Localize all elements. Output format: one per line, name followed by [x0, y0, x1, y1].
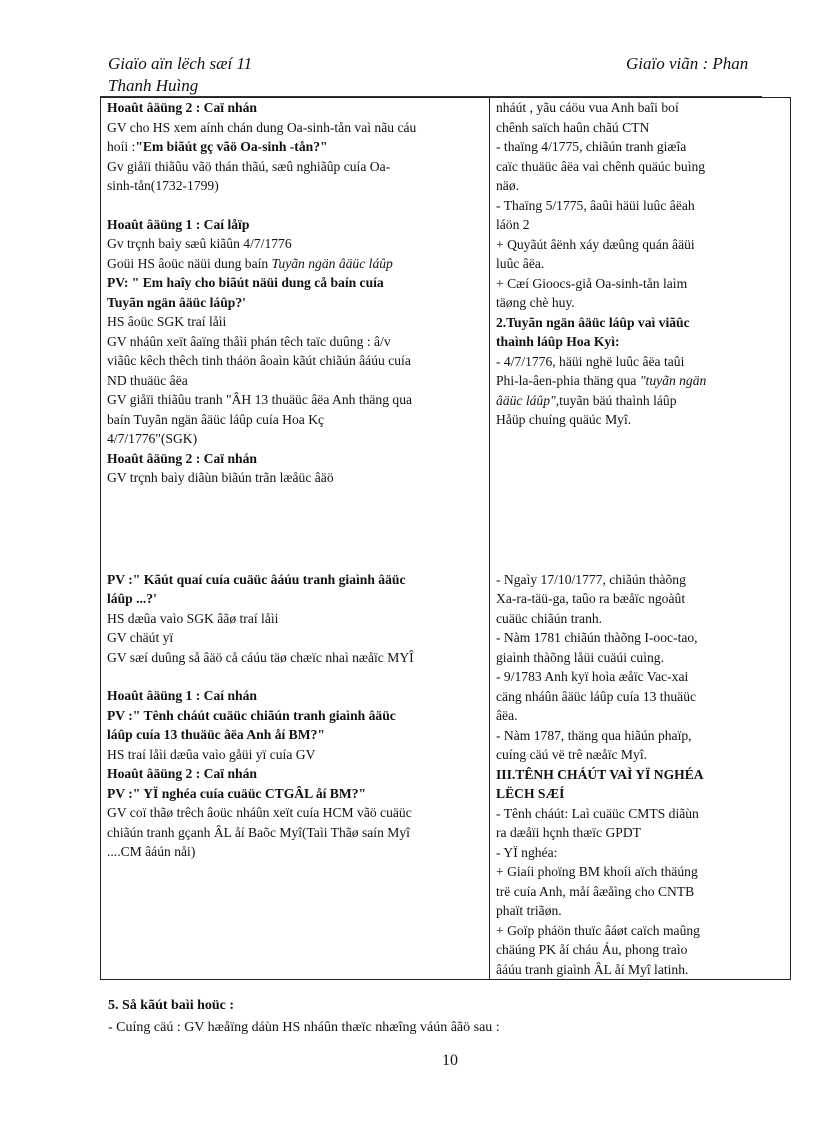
right-line: Håüp chuíng quäúc Myî. — [496, 412, 632, 427]
right-column-content — [496, 98, 786, 979]
right-line: cäng nháûn âäüc láûp cuía 13 thuäüc — [496, 688, 697, 704]
right-line: Phi-la-âen-phia thäng qua "tuyãn ngän — [496, 373, 707, 388]
left-line: GV sæí duûng så âäö cå cáúu täø chæïc nhaì næåïc MYÎ — [107, 649, 414, 665]
right-line: caïc thuäüc âëa vaì chênh quäúc buìng — [496, 158, 706, 174]
left-line: 4/7/1776"(SGK) — [107, 431, 198, 446]
right-line: luûc âëa. — [496, 256, 545, 271]
left-line: PV :" Tênh cháút cuäüc chiãún tranh giaình âäüc — [107, 707, 396, 723]
left-line: GV cho HS xem aính chán dung Oa-sinh-tån vaì nãu cáu — [107, 119, 417, 135]
left-line: GV giåïi thiãûu tranh "ÂH 13 thuäüc âëa Anh thäng qua — [107, 392, 413, 407]
left-line: HS traí låìi dæûa vaìo gåüi yï cuía GV — [107, 746, 316, 762]
left-line: Hoaût âäüng 2 : Caï nhán — [107, 100, 257, 115]
right-line: âáúu tranh giaình ÂL åí Myî latinh. — [496, 961, 689, 977]
right-line: LËCH SÆÍ — [496, 786, 565, 801]
right-line: + Goïp pháön thuïc âáøt caïch maûng — [496, 922, 700, 938]
summary-heading: 5. Så kãút baìi hoüc : — [108, 998, 235, 1013]
right-line: - Tênh cháút: Laì cuäüc CMTS diãùn — [496, 805, 699, 821]
spacer — [107, 488, 485, 570]
left-line: HS dæûa vaìo SGK âãø traí låìi — [107, 610, 279, 626]
left-line: PV: " Em haîy cho biãút näüi dung cå baín cuía — [107, 275, 384, 290]
right-line: giaình thàõng låüi cuäúi cuìng. — [496, 649, 664, 665]
spacer — [107, 667, 485, 686]
summary-text: - Cuíng cäú : GV hæåïng dáùn HS nháûn thæïc nhæîng váún âãö sau : — [108, 1020, 500, 1035]
right-line: âëa. — [496, 708, 518, 723]
left-line: Hoaût âäüng 1 : Caí nhán — [107, 688, 257, 703]
right-line: nháút , yãu cáöu vua Anh baîi boí — [496, 100, 679, 115]
right-line: täøng chè huy. — [496, 295, 575, 310]
right-line: - YÏ nghéa: — [496, 844, 558, 860]
left-line: GV chäút yï — [107, 630, 174, 645]
right-line: thaình láûp Hoa Kyì: — [496, 334, 620, 349]
right-line: + Giaíi phoïng BM khoíi aïch thäúng — [496, 864, 698, 879]
left-line: PV :" Kãút quaí cuía cuäüc âáúu tranh giaình âäüc — [107, 571, 406, 587]
right-line: Xa-ra-täü-ga, taûo ra bæåïc ngoàût — [496, 591, 686, 606]
left-line: GV coï thãø trêch âoüc nháûn xeït cuía HCM vãö cuäüc — [107, 805, 412, 820]
teacher-activities-column — [101, 98, 490, 980]
left-line: HS âoüc SGK traí låìi — [107, 314, 227, 329]
page-number: 10 — [442, 1052, 458, 1069]
spacer — [107, 196, 485, 215]
left-line: sinh-tån(1732-1799) — [107, 178, 219, 193]
left-line: Goüi HS âoüc näüi dung baín Tuyãn ngän âäüc láûp — [107, 255, 393, 271]
left-line: Tuyãn ngän âäüc láûp?' — [107, 294, 246, 310]
left-line: láûp ...?' — [107, 591, 157, 606]
right-line: - 4/7/1776, häüi nghë luûc âëa taûi — [496, 353, 685, 369]
left-line: GV trçnh baìy diãùn biãún trãn læåüc âäö — [107, 470, 334, 485]
right-line: + Quyãút âënh xáy dæûng quán âäüi — [496, 236, 695, 252]
left-line: Hoaût âäüng 2 : Caï nhán — [107, 450, 257, 466]
right-line: ra dæåïi hçnh thæïc GPDT — [496, 825, 641, 840]
header-teacher-name: Thanh Huìng — [108, 76, 199, 95]
left-line: chiãún tranh gçanh ÂL åí Baõc Myî(Taìi Thãø saín Myî — [107, 824, 410, 840]
left-column-content — [107, 98, 485, 862]
right-line: - Nàm 1781 chiãún thàõng I-ooc-tao, — [496, 630, 698, 645]
right-line: chäúng PK åí cháu Áu, phong traìo — [496, 942, 688, 957]
right-line: láön 2 — [496, 217, 530, 232]
right-line: chênh saïch haûn chãú CTN — [496, 119, 650, 135]
right-line: näø. — [496, 178, 520, 193]
right-line: + Cæí Gioocs-giå Oa-sinh-tån laìm — [496, 275, 688, 291]
right-line: trë cuía Anh, måí âæåìng cho CNTB — [496, 883, 695, 899]
spacer — [496, 430, 786, 570]
left-line: ND thuäüc âëa — [107, 372, 188, 388]
left-line: Gv trçnh baìy sæû kiãûn 4/7/1776 — [107, 236, 292, 251]
right-line: cuäüc chiãún tranh. — [496, 610, 603, 626]
right-line: âäüc láûp",tuyãn bäú thaình láûp — [496, 392, 677, 408]
left-line: ....CM âáún nåi) — [107, 844, 196, 859]
left-line: baín Tuyãn ngän âäüc láûp cuía Hoa Kç — [107, 411, 325, 427]
right-line: phaït triãøn. — [496, 903, 562, 918]
right-line: - Nàm 1787, thäng qua hiãún phaïp, — [496, 727, 692, 743]
lesson-table — [100, 97, 791, 980]
left-line: viãûc kêch thêch tinh tháön âoaìn kãút chiãún âáúu cuía — [107, 353, 411, 368]
right-line: - 9/1783 Anh kyï hoìa æåïc Vac-xai — [496, 669, 689, 684]
header-teacher-label: Giaïo viãn : Phan — [626, 54, 749, 73]
right-line: - Ngaìy 17/10/1777, chiãún thàõng — [496, 571, 686, 587]
right-line: - thaïng 4/1775, chiãún tranh giæîa — [496, 139, 687, 154]
content-column — [490, 98, 791, 980]
right-line: 2.Tuyãn ngän âäüc láûp vaì viãûc — [496, 314, 690, 330]
right-line: - Thaïng 5/1775, âaûi häüi luûc âëah — [496, 197, 695, 213]
left-line: Hoaût âäüng 2 : Caï nhán — [107, 766, 257, 781]
left-line: láûp cuía 13 thuäüc âëa Anh åí BM?" — [107, 727, 325, 742]
left-line: Gv giåïi thiãûu vãö thán thãú, sæû nghiãûp cuía Oa- — [107, 158, 391, 174]
right-line: cuíng cäú vë trê næåïc Myî. — [496, 747, 647, 762]
left-line: Hoaût âäüng 1 : Caí låïp — [107, 216, 250, 232]
right-line: III.TÊNH CHÁÚT VAÌ YÏ NGHÉA — [496, 766, 704, 782]
left-line: GV nháûn xeït âaïng thåìi phán têch taïc duûng : â/v — [107, 333, 391, 349]
left-line: PV :" YÏ nghéa cuía cuäüc CTGÂL åí BM?" — [107, 785, 367, 801]
header-subject: Giaïo aïn lëch sæí 11 — [108, 54, 253, 73]
left-line: hoíi :"Em biãút gç vãö Oa-sinh -tån?" — [107, 139, 328, 154]
